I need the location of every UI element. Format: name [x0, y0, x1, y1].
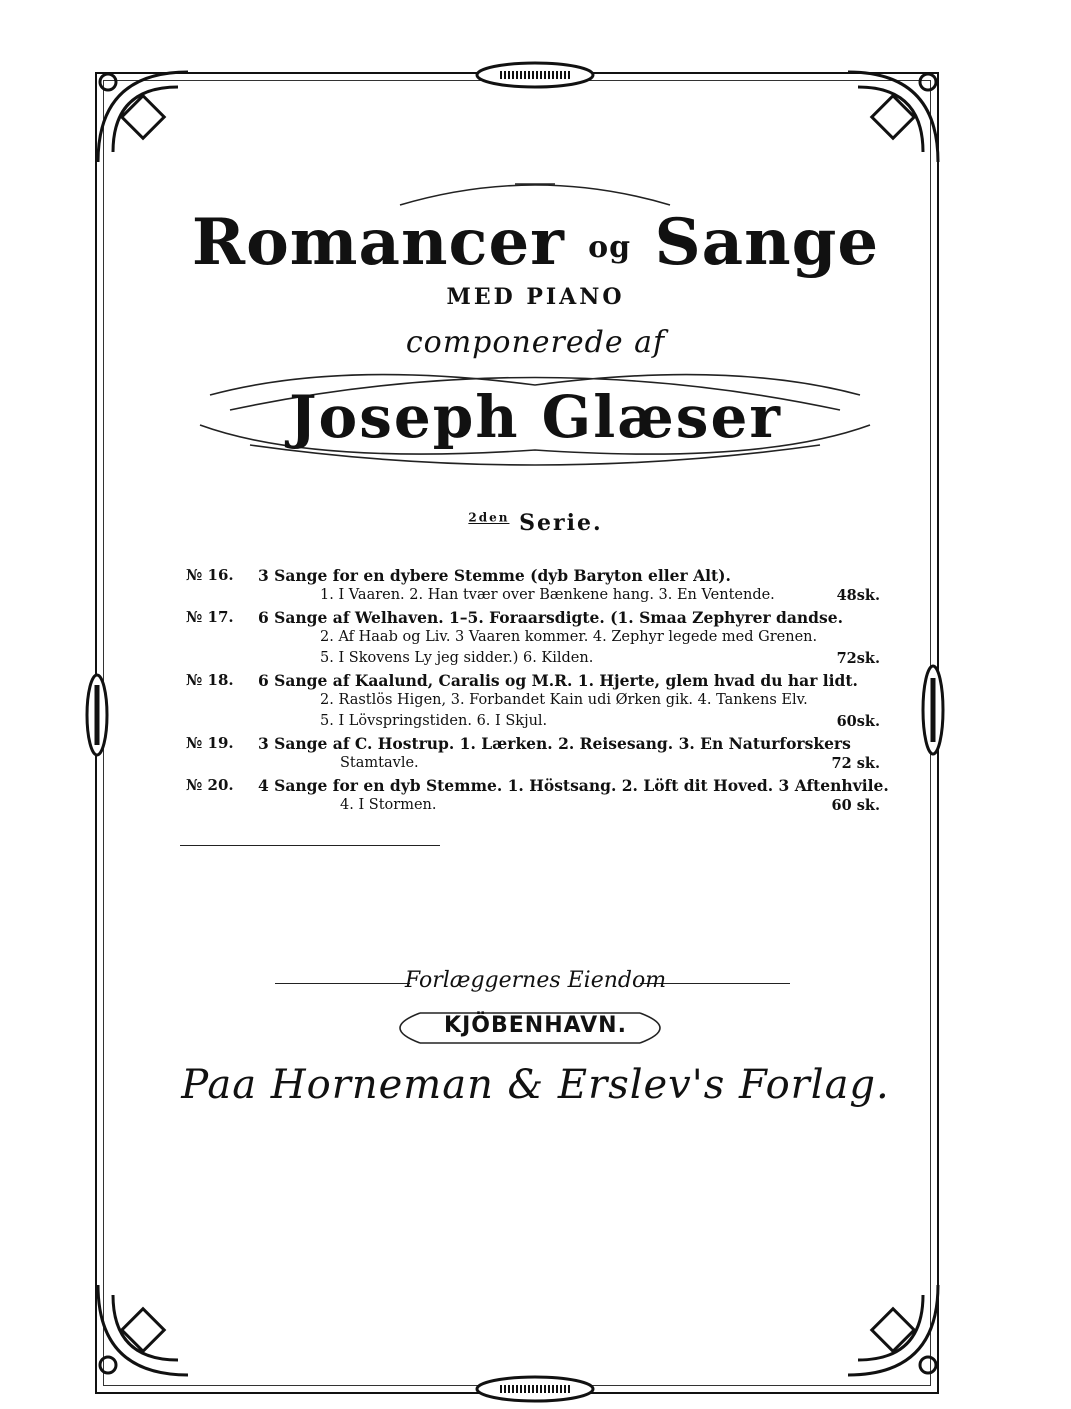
work-heading: 4 Sange for en dyb Stemme. 1. Höstsang. 2. Löft dit Hoved. 3 Aftenhvile. — [258, 776, 889, 795]
list-item — [180, 713, 880, 734]
title-end: Sange — [654, 205, 880, 280]
work-contents: 1. I Vaaren. 2. Han tvær over Bænkene hang. 3. En Ventende. — [320, 587, 775, 603]
corner-ornament-top-right-icon — [838, 62, 948, 172]
list-item — [180, 692, 880, 713]
list-item — [180, 629, 880, 650]
list-end-rule — [180, 845, 440, 846]
works-list — [180, 566, 889, 818]
top-center-ornament-icon — [470, 58, 600, 92]
work-price: 60sk. — [836, 713, 880, 730]
title-flourish-icon — [390, 170, 680, 210]
list-item — [180, 671, 880, 692]
corner-ornament-top-left-icon — [88, 62, 198, 172]
title-conjunction: og — [588, 230, 632, 265]
work-number: № 19. — [186, 734, 234, 752]
publisher-imprint: Paa Horneman & Erslev's Forlag. — [181, 1062, 890, 1108]
corner-ornament-bottom-left-icon — [88, 1275, 198, 1385]
composer-name: Joseph Glæser — [289, 383, 782, 451]
list-item — [180, 587, 880, 608]
list-item — [180, 566, 880, 587]
bottom-center-ornament-icon — [470, 1372, 600, 1406]
work-contents: 2. Rastlös Higen, 3. Forbandet Kain udi Ørken gik. 4. Tankens Elv. — [320, 692, 808, 708]
work-price: 60 sk. — [831, 797, 880, 814]
subtitle: MED PIANO — [446, 284, 625, 310]
publisher-city: KJÖBENHAVN. — [444, 1013, 627, 1038]
series-superscript: 2den — [468, 510, 510, 525]
work-contents: 5. I Lövspringstiden. 6. I Skjul. — [320, 713, 548, 729]
work-price: 72 sk. — [831, 755, 880, 772]
title-main: Romancer — [191, 205, 565, 280]
composed-by-text: componerede af — [405, 325, 666, 360]
list-item — [180, 650, 880, 671]
work-contents: 5. I Skovens Ly jeg sidder.) 6. Kilden. — [320, 650, 594, 666]
work-heading: 3 Sange for en dybere Stemme (dyb Baryton eller Alt). — [258, 566, 731, 585]
list-item — [180, 608, 880, 629]
work-number: № 16. — [186, 566, 234, 584]
work-number: № 20. — [186, 776, 234, 794]
list-item — [180, 734, 880, 755]
publisher-note: Forlæggernes Eiendom — [404, 968, 667, 993]
work-heading: 3 Sange af C. Hostrup. 1. Lærken. 2. Reisesang. 3. En Naturforskers — [258, 734, 851, 753]
work-number: № 17. — [186, 608, 234, 626]
work-heading: 6 Sange af Kaalund, Caralis og M.R. 1. Hjerte, glem hvad du har lidt. — [258, 671, 858, 690]
work-number: № 18. — [186, 671, 234, 689]
corner-ornament-bottom-right-icon — [838, 1275, 948, 1385]
series-label — [0, 510, 1071, 536]
list-item — [180, 776, 889, 797]
work-price: 72sk. — [836, 650, 880, 667]
work-contents: 2. Af Haab og Liv. 3 Vaaren kommer. 4. Zephyr legede med Grenen. — [320, 629, 818, 645]
work-contents: 4. I Stormen. — [340, 797, 437, 813]
work-heading: 6 Sange af Welhaven. 1–5. Foraarsdigte. (1. Smaa Zephyrer dandse. — [258, 608, 843, 627]
page-title — [0, 205, 1071, 280]
work-contents: Stamtavle. — [340, 755, 419, 771]
series-text: Serie. — [519, 510, 603, 536]
left-side-ornament-icon — [84, 670, 110, 760]
work-price: 48sk. — [836, 587, 880, 604]
list-item — [180, 797, 880, 818]
right-side-ornament-icon — [920, 660, 946, 760]
list-item — [180, 755, 880, 776]
